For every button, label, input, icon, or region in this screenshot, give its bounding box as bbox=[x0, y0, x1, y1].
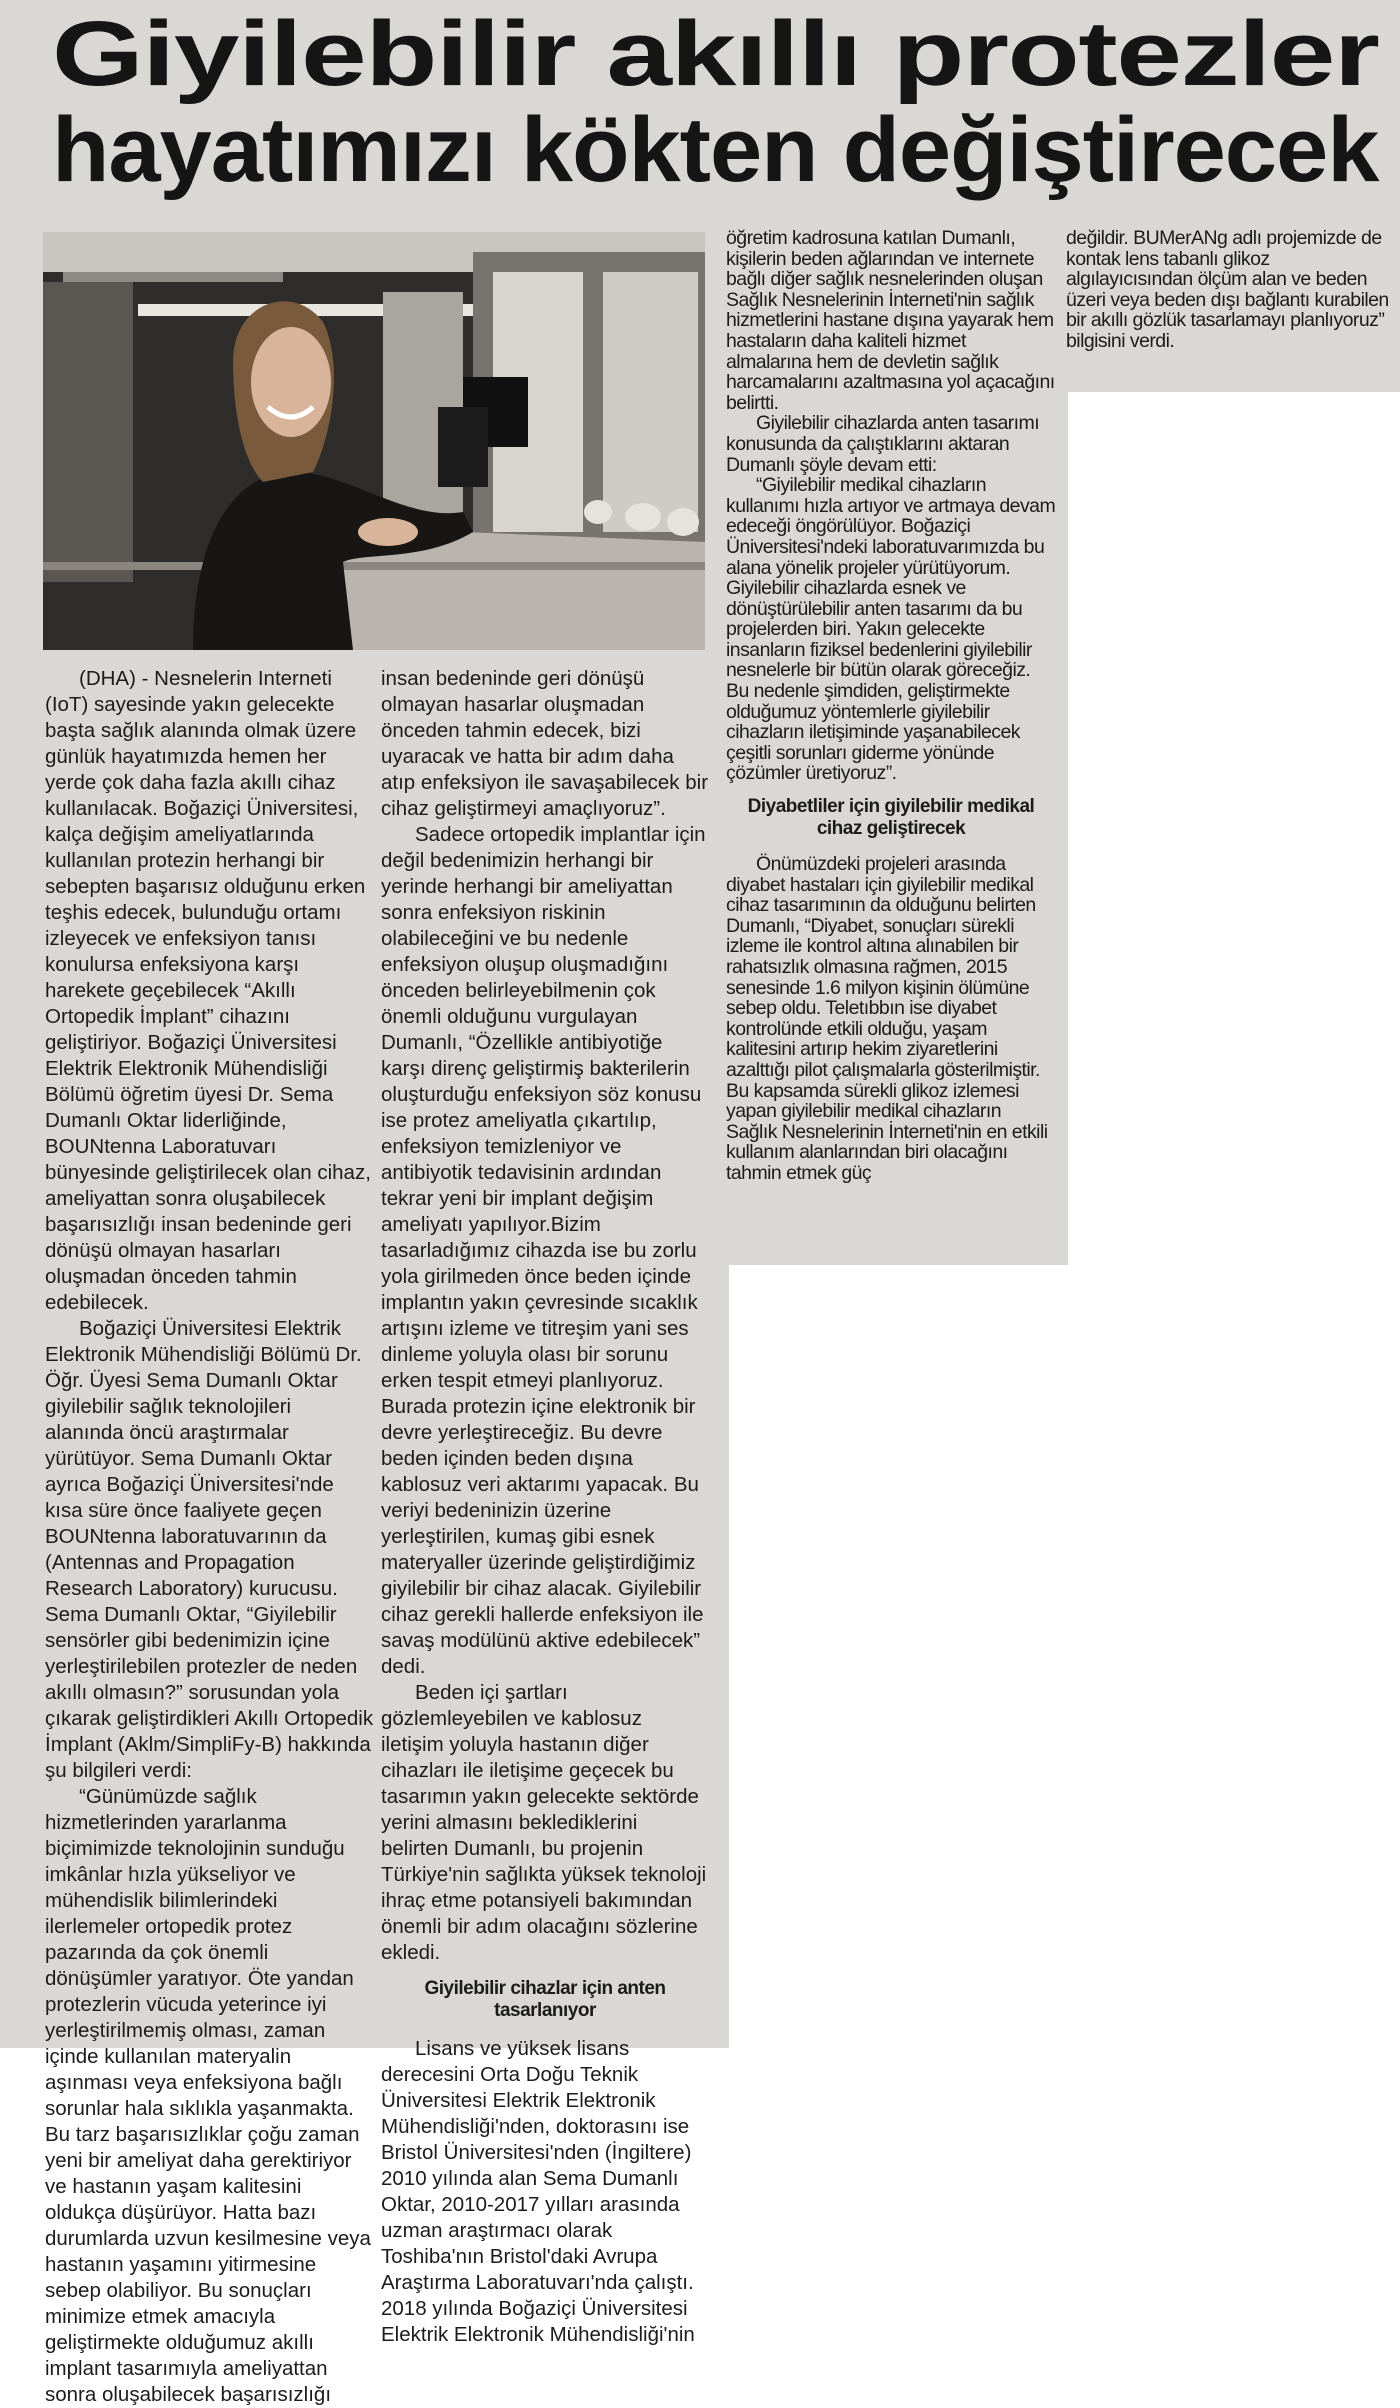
article-photo bbox=[43, 232, 705, 650]
article-column-3 bbox=[726, 228, 1056, 1184]
headline-line-2: hayatımızı kökten değiştirecek bbox=[52, 99, 1379, 201]
subheading-antenna: Giyilebilir cihazlar için anten tasarlanıyor bbox=[424, 1978, 666, 2021]
article-paragraph: Sadece ortopedik implantlar için değil bedenimizin herhangi bir yerinde herhangi bir ameliyattan sonra enfeksiyon riskinin olabileceğini ve bu nedenle enfeksiyon oluşup oluşmadığını önceden belirleyebilmenin çok önemli olduğunu vurgulayan Dumanlı, “Özellikle antibiyotiğe karşı direnç geliştirmiş bakterilerin oluşturduğu enfeksiyon söz konusu ise protez ameliyatla çıkartılıp, enfeksiyon temizleniyor ve antibiyotik tedavisinin ardından tekrar yeni bir implant değişim ameliyatı yapılıyor.Bizim tasarladığımız cihazda ise bu zorlu yola girilmeden önce beden içinde implantın yakın çevresinde sıcaklık artışını izleme ve titreşim yani ses dinleme yoluyla olası bir sorunu erken tespit etmeyi planlıyoruz. Burada protezin içine elektronik bir devre yerleştireceğiz. Bu devre beden içinden beden dışına kablosuz veri aktarımı yapacak. Bu veriyi bedeninizin üzerine yerleştirilen, kumaş gibi esnek materyaller üzerinde geliştirdiğimiz giyilebilir bir cihaz alacak. Giyilebilir cihaz gerekli hallerde enfeksiyon ile savaş modülünü aktive edebilecek” dedi. bbox=[381, 823, 706, 1678]
article-column-2 bbox=[381, 666, 709, 2348]
subheading-diabetes: Diyabetliler için giyilebilir medikal cihaz geliştirecek bbox=[747, 796, 1035, 840]
article-column-1 bbox=[45, 666, 375, 2408]
headline-line-1: Giyilebilir akıllı protezler bbox=[52, 3, 1379, 105]
article-paragraph: değildir. BUMerANg adlı projemizde de kontak lens tabanlı glikoz algılayıcısından ölçüm alan ve beden üzeri veya beden dışı bağlantı kurabilen bir akıllı gözlük tasarlamayı planlıyoruz” bilgisini verdi. bbox=[1066, 227, 1389, 352]
article-paragraph: “Günümüzde sağlık hizmetlerinden yararlanma biçimimizde teknolojinin sunduğu imkânlar hızla yükseliyor ve mühendislik bilimlerindeki ilerlemeler ortopedik protez pazarında da çok önemli dönüşümler yaratıyor. Öte yandan protezlerin vücuda yeterince iyi yerleştirilmemiş olması, zaman içinde kullanılan materyalin aşınması veya enfeksiyona bağlı sorunlar hala sıklıkla yaşanmakta. Bu tarz başarısızlıklar çoğu zaman yeni bir ameliyat daha gerektiriyor ve hastanın yaşam kalitesini oldukça düşürüyor. Hatta bazı durumlarda uzvun kesilmesine veya hastanın yaşamını yitirmesine sebep olabiliyor. Bu sonuçları minimize etmek amacıyla geliştirmekte olduğumuz akıllı implant tasarımıyla ameliyattan sonra oluşabilecek başarısızlığı bbox=[45, 1785, 371, 2406]
article-paragraph: (DHA) - Nesnelerin Interneti (IoT) sayesinde yakın gelecekte başta sağlık alanında olmak üzere günlük hayatımızda hemen her yerde çok daha fazla akıllı cihaz kullanılacak. Boğaziçi Üniversitesi, kalça değişim ameliyatlarında kullanılan protezin herhangi bir sebepten başarısız olduğunu erken teşhis edecek, bulunduğu ortamı izleyecek ve enfeksiyon tanısı konulursa enfeksiyona karşı harekete geçebilecek “Akıllı Ortopedik İmplant” cihazını geliştiriyor. Boğaziçi Üniversitesi Elektrik Elektronik Mühendisliği Bölümü öğretim üyesi Dr. Sema Dumanlı Oktar liderliğinde, BOUNtenna Laboratuvarı bünyesinde geliştirilecek olan cihaz, ameliyattan sonra oluşabilecek başarısızlığı insan bedeninde geri dönüşü olmayan hasarları oluşmadan önceden tahmin edebilecek. bbox=[45, 667, 371, 1314]
article-paragraph: Giyilebilir cihazlarda anten tasarımı konusunda da çalıştıklarını aktaran Dumanlı şöyle devam etti: bbox=[726, 412, 1040, 476]
article-paragraph: “Giyilebilir medikal cihazların kullanımı hızla artıyor ve artmaya devam edeceği öngörülüyor. Boğaziçi Üniversitesi'ndeki laboratuvarımızda bu alana yönelik projeler yürütüyorum. Giyilebilir cihazlarda esnek ve dönüştürülebilir anten tasarımı da bu projelerden biri. Yakın gelecekte insanların fiziksel bedenlerini giyilebilir nesnelerle bir bütün olarak göreceğiz. Bu nedenle şimdiden, geliştirmekte olduğumuz yöntemlerle giyilebilir cihazların iletişiminde yaşanabilecek çeşitli sorunları giderme yönünde çözümler üretiyoruz”. bbox=[726, 474, 1056, 785]
article-paragraph: Lisans ve yüksek lisans derecesini Orta Doğu Teknik Üniversitesi Elektrik Elektronik Mühendisliği'nden, doktorasını ise Bristol Üniversitesi'nden (İngiltere) 2010 yılında alan Sema Dumanlı Oktar, 2010-2017 yılları arasında uzman araştırmacı olarak Toshiba'nın Bristol'daki Avrupa Araştırma Laboratuvarı'nda çalıştı. 2018 yılında Boğaziçi Üniversitesi Elektrik Elektronik Mühendisliği'nin bbox=[381, 2037, 695, 2346]
article-paragraph: insan bedeninde geri dönüşü olmayan hasarlar oluşmadan önceden tahmin edecek, bizi uyaracak ve hatta bir adım daha atıp enfeksiyon ile savaşabilecek bir cihaz geliştirmeyi amaçlıyoruz”. bbox=[381, 667, 709, 820]
article-column-4 bbox=[1066, 228, 1392, 352]
article-paragraph: öğretim kadrosuna katılan Dumanlı, kişilerin beden ağlarından ve internete bağlı diğer sağlık nesnelerinden oluşan Sağlık Nesnelerinin İnterneti'nin sağlık hizmetlerini hastane dışına yayarak hem hastaların daha kaliteli hizmet almalarına hem de devletin sağlık harcamalarını azaltmasına yol açacağını belirtti. bbox=[726, 227, 1055, 414]
article-paragraph: Beden içi şartları gözlemleyebilen ve kablosuz iletişim yoluyla hastanın diğer cihazları ile iletişime geçecek bu tasarımın yakın gelecekte sektörde yerini almasını beklediklerini belirten Dumanlı, bu projenin Türkiye'nin sağlıkta yüksek teknoloji ihraç etme potansiyeli bakımından önemli bir adım olacağını sözlerine ekledi. bbox=[381, 1681, 707, 1964]
article-paragraph: Önümüzdeki projeleri arasında diyabet hastaları için giyilebilir medikal cihaz tasarımının da olduğunu belirten Dumanlı, “Diyabet, sonuçları sürekli izleme ile kontrol altına alınabilen bir rahatsızlık olmasına rağmen, 2015 senesinde 1.6 milyon kişinin ölümüne sebep oldu. Teletıbbın ise diyabet kontrolünde etkili olduğu, yaşam kalitesini artırıp hekim ziyaretlerini azalttığı pilot çalışmalarla gösterilmiştir. Bu kapsamda sürekli glikoz izlemesi yapan giyilebilir medikal cihazların Sağlık Nesnelerinin İnterneti'nin en etkili kullanım alanlarından biri olacağını tahmin etmek güç bbox=[726, 853, 1048, 1184]
photo-woman-in-lab-icon bbox=[43, 232, 705, 650]
article-paragraph: Boğaziçi Üniversitesi Elektrik Elektronik Mühendisliği Bölümü Dr. Öğr. Üyesi Sema Dumanlı Oktar giyilebilir sağlık teknolojileri alanında öncü araştırmalar yürütüyor. Sema Dumanlı Oktar ayrıca Boğaziçi Üniversitesi'nde kısa süre önce faaliyete geçen BOUNtenna laboratuvarının da (Antennas and Propagation Research Laboratory) kurucusu. Sema Dumanlı Oktar, “Giyilebilir sensörler gibi bedenimizin içine yerleştirilebilen protezler de neden akıllı olmasın?” sorusundan yola çıkarak geliştirdikleri Akıllı Ortopedik İmplant (Aklm/SimpliFy-B) hakkında şu bilgileri verdi: bbox=[45, 1317, 374, 1782]
